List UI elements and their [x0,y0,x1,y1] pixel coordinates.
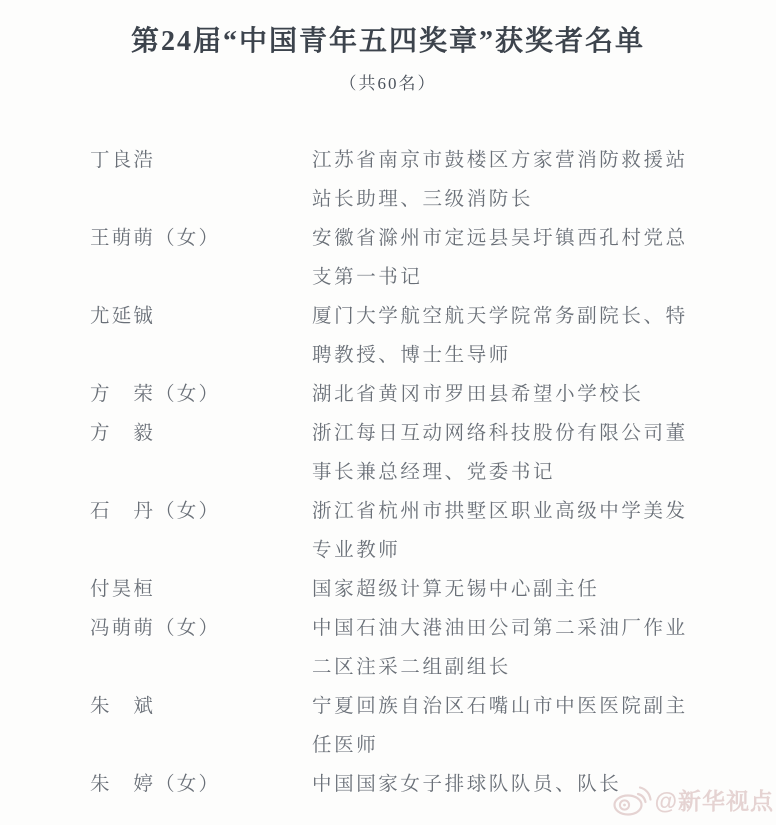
winner-description [312,219,696,297]
winner-entry [90,687,696,765]
winner-name: 朱 婷（女） [90,774,221,795]
winner-description [312,375,696,414]
page-subtitle: （共60名） [339,74,437,93]
winner-entry [90,414,696,492]
description-line: 湖北省黄冈市罗田县希望小学校长 [312,384,644,405]
description-line: 事长兼总经理、党委书记 [312,462,556,483]
winner-name: 朱 斌 [90,696,156,717]
winner-description [312,687,696,765]
watermark [612,781,774,817]
description-line: 宁夏回族自治区石嘴山市中医医院副主 [312,696,688,717]
winner-description [312,492,696,570]
winner-name: 王萌萌（女） [90,228,221,249]
winner-name: 方 毅 [90,423,156,444]
winner-name: 方 荣（女） [90,384,221,405]
description-line: 中国石油大港油田公司第二采油厂作业 [312,618,688,639]
description-line: 专业教师 [312,540,401,561]
description-line: 二区注采二组副组长 [312,657,511,678]
winner-entry [90,375,696,414]
description-line: 任医师 [312,735,379,756]
winner-name: 石 丹（女） [90,501,221,522]
winner-entry [90,219,696,297]
description-line: 浙江每日互动网络科技股份有限公司董 [312,423,688,444]
description-line: 聘教授、博士生导师 [312,345,511,366]
winner-entry [90,297,696,375]
winner-description [312,297,696,375]
description-line: 江苏省南京市鼓楼区方家营消防救援站 [312,150,688,171]
winner-entry [90,492,696,570]
page-title: 第24届“中国青年五四奖章”获奖者名单 [130,26,645,57]
description-line: 支第一书记 [312,267,423,288]
description-line: 中国国家女子排球队队员、队长 [312,774,622,795]
description-line: 站长助理、三级消防长 [312,189,534,210]
winner-name: 尤延铖 [90,306,156,327]
weibo-icon [612,781,652,817]
winner-description [312,414,696,492]
watermark-text: @新华视点 [654,787,774,814]
winner-name: 丁良浩 [90,150,156,171]
description-line: 浙江省杭州市拱墅区职业高级中学美发 [312,501,688,522]
winner-description [312,141,696,219]
description-line: 国家超级计算无锡中心副主任 [312,579,600,600]
winner-description [312,609,696,687]
winner-entry [90,141,696,219]
winner-description [312,570,696,609]
description-line: 安徽省滁州市定远县吴圩镇西孔村党总 [312,228,688,249]
winner-name: 冯萌萌（女） [90,618,221,639]
winner-entry [90,609,696,687]
description-line: 厦门大学航空航天学院常务副院长、特 [312,306,688,327]
winner-entry [90,765,696,804]
winner-name: 付昊桓 [90,579,156,600]
winners-list [90,141,696,804]
winner-entry [90,570,696,609]
